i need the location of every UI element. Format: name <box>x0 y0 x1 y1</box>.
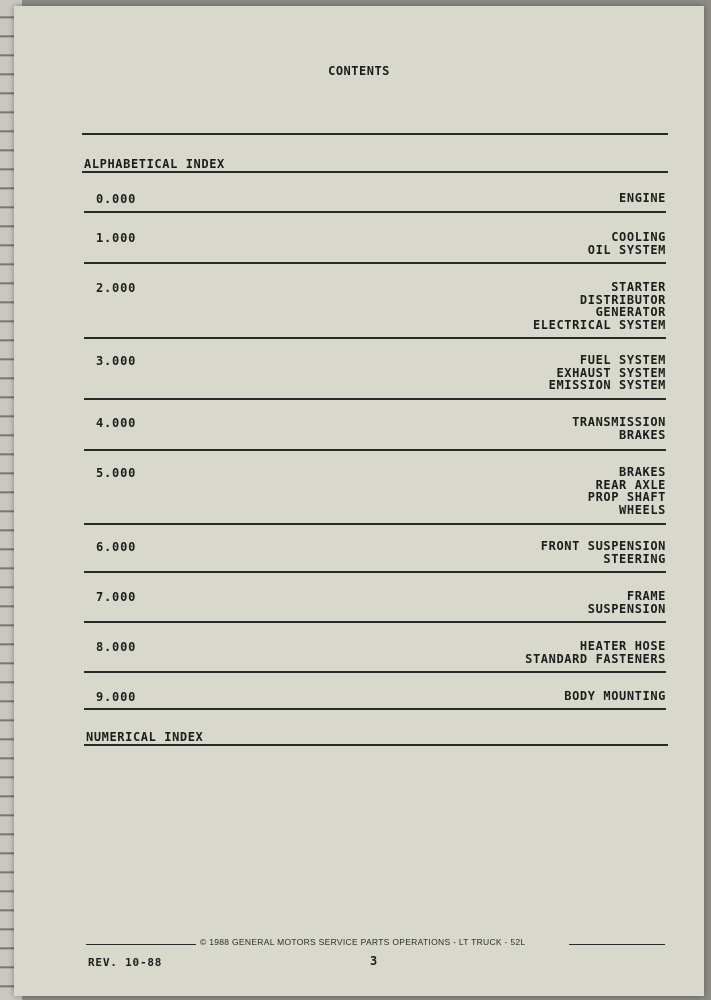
section-names <box>588 466 666 516</box>
section-row <box>84 690 666 710</box>
section-number: 3.000 <box>96 354 137 368</box>
section-name: DISTRIBUTOR <box>579 292 666 307</box>
alphabetical-index-rule <box>82 171 668 173</box>
section-row <box>84 192 666 213</box>
section-name: GENERATOR <box>595 305 666 319</box>
section-row <box>84 354 666 400</box>
section-name: STEERING <box>603 551 666 566</box>
section-name: STARTER <box>611 280 666 294</box>
section-name: TRANSMISSION <box>572 415 666 429</box>
section-name: FRAME <box>626 589 666 603</box>
header-rule <box>82 133 668 135</box>
section-number: 5.000 <box>96 466 137 480</box>
section-row <box>84 466 666 525</box>
section-name: FUEL SYSTEM <box>579 353 666 367</box>
section-name: FRONT SUSPENSION <box>540 539 666 553</box>
section-name: EMISSION SYSTEM <box>548 378 666 392</box>
section-name: BRAKES <box>619 427 666 442</box>
section-row <box>84 416 666 451</box>
footer-rule-left <box>86 944 196 945</box>
section-row <box>84 640 666 673</box>
section-row <box>84 281 666 339</box>
section-names <box>588 231 666 256</box>
section-names <box>619 192 666 205</box>
footer-rule-right <box>569 944 665 945</box>
numerical-index-rule <box>84 744 668 746</box>
section-row <box>84 540 666 573</box>
section-name: STANDARD FASTENERS <box>525 651 666 666</box>
section-name: HEATER HOSE <box>579 639 666 653</box>
section-number: 9.000 <box>96 690 137 704</box>
revision-label: REV. 10-88 <box>88 956 163 969</box>
section-name: BODY MOUNTING <box>564 689 666 703</box>
page-title: CONTENTS <box>328 64 390 78</box>
section-names <box>533 281 666 331</box>
section-name: ELECTRICAL SYSTEM <box>532 317 666 332</box>
section-number: 4.000 <box>96 416 137 430</box>
section-name: SUSPENSION <box>587 601 666 616</box>
section-number: 0.000 <box>96 192 137 206</box>
section-names <box>588 590 666 615</box>
alphabetical-index-heading: ALPHABETICAL INDEX <box>84 157 225 171</box>
section-name: OIL SYSTEM <box>587 242 666 257</box>
document-page <box>14 6 704 996</box>
section-row <box>84 231 666 264</box>
section-number: 6.000 <box>96 540 137 554</box>
section-name: WHEELS <box>619 502 666 517</box>
section-number: 8.000 <box>96 640 137 654</box>
section-name: EXHAUST SYSTEM <box>556 365 666 380</box>
section-names <box>525 640 666 665</box>
section-name: REAR AXLE <box>595 477 666 492</box>
section-number: 1.000 <box>96 231 137 245</box>
numerical-index-heading: NUMERICAL INDEX <box>86 730 204 744</box>
section-name: BRAKES <box>619 465 666 479</box>
section-number: 2.000 <box>96 281 137 295</box>
section-names <box>541 540 666 565</box>
section-names <box>572 416 666 441</box>
section-number: 7.000 <box>96 590 137 604</box>
section-row <box>84 590 666 623</box>
section-name: ENGINE <box>619 191 666 205</box>
section-name: COOLING <box>611 230 666 244</box>
section-names <box>564 690 666 703</box>
section-names <box>549 354 666 392</box>
page-number: 3 <box>370 954 378 968</box>
section-name: PROP SHAFT <box>587 490 666 504</box>
copyright-notice: © 1988 GENERAL MOTORS SERVICE PARTS OPERATIONS - LT TRUCK - 52L <box>200 937 526 947</box>
